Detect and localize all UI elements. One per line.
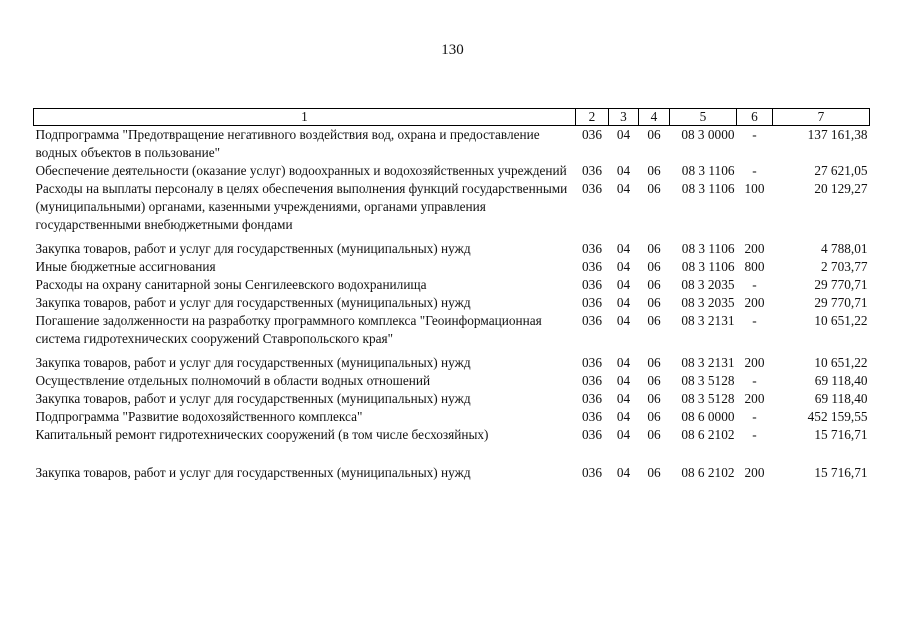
expense-type-code: 200 [744, 295, 765, 310]
table-row [34, 444, 870, 482]
table-row [34, 180, 870, 234]
amount: 15 716,71 [814, 465, 868, 480]
section-code: 04 [616, 355, 631, 370]
table-row [34, 234, 870, 258]
row-name: Капитальный ремонт гидротехнических сооружений (в том числе бесхозяйных) [35, 427, 489, 442]
row-name: Подпрограмма "Развитие водохозяйственного комплекса" [35, 409, 363, 424]
expense-type-code: 200 [744, 391, 765, 406]
amount: 20 129,27 [814, 181, 868, 196]
expense-type-code: 100 [744, 181, 765, 196]
column-header: 7 [773, 109, 870, 126]
target-article-code: 08 3 2131 [681, 313, 735, 328]
row-name: Подпрограмма "Предотвращение негативного воздействия вод, охрана и предоставление водных объектов в пользование" [35, 127, 540, 160]
expense-type-code: - [752, 163, 757, 178]
column-header: 5 [670, 109, 737, 126]
subsection-code: 06 [647, 181, 661, 196]
target-article-code: 08 3 5128 [681, 391, 735, 406]
target-article-code: 08 3 0000 [681, 127, 735, 142]
column-header: 1 [34, 109, 576, 126]
section-code: 04 [616, 163, 631, 178]
subsection-code: 06 [647, 313, 661, 328]
subsection-code: 06 [647, 163, 661, 178]
amount: 69 118,40 [814, 391, 868, 406]
page-number: 130 [441, 42, 464, 58]
subsection-code: 06 [647, 295, 661, 310]
subsection-code: 06 [647, 465, 661, 480]
amount: 452 159,55 [807, 409, 868, 424]
row-name: Обеспечение деятельности (оказание услуг) водоохранных и водохозяйственных учреждений [35, 163, 567, 178]
target-article-code: 08 3 1106 [681, 163, 735, 178]
table-row [34, 276, 870, 294]
row-name: Закупка товаров, работ и услуг для государственных (муниципальных) нужд [35, 355, 471, 370]
column-header: 3 [609, 109, 639, 126]
section-code: 04 [616, 277, 631, 292]
amount: 10 651,22 [814, 313, 868, 328]
ministry-code: 036 [582, 313, 602, 328]
target-article-code: 08 3 5128 [681, 373, 735, 388]
amount: 27 621,05 [814, 163, 868, 178]
subsection-code: 06 [647, 127, 661, 142]
subsection-code: 06 [647, 409, 661, 424]
ministry-code: 036 [582, 295, 602, 310]
row-name: Расходы на выплаты персоналу в целях обеспечения выполнения функций государственными (муниципальными) органами, казенными учреждениями, органами управления государственными внебюджетными фондами [35, 181, 568, 232]
column-header: 4 [639, 109, 670, 126]
budget-table [33, 108, 870, 482]
expense-type-code: - [752, 373, 757, 388]
expense-type-code: 200 [744, 465, 765, 480]
section-code: 04 [616, 181, 631, 196]
expense-type-code: 200 [744, 241, 765, 256]
subsection-code: 06 [647, 277, 661, 292]
row-name: Расходы на охрану санитарной зоны Сенгилеевского водохранилища [35, 277, 427, 292]
ministry-code: 036 [582, 259, 602, 274]
row-name: Закупка товаров, работ и услуг для государственных (муниципальных) нужд [35, 465, 471, 480]
amount: 137 161,38 [807, 127, 868, 142]
subsection-code: 06 [647, 355, 661, 370]
table-row [34, 390, 870, 408]
expense-type-code: - [752, 313, 757, 328]
amount: 29 770,71 [814, 277, 868, 292]
table-row [34, 312, 870, 348]
row-name: Закупка товаров, работ и услуг для государственных (муниципальных) нужд [35, 391, 471, 406]
target-article-code: 08 3 1106 [681, 241, 735, 256]
section-code: 04 [616, 391, 631, 406]
target-article-code: 08 6 2102 [681, 427, 735, 442]
section-code: 04 [616, 241, 631, 256]
ministry-code: 036 [582, 127, 602, 142]
row-name: Закупка товаров, работ и услуг для государственных (муниципальных) нужд [35, 295, 471, 310]
section-code: 04 [616, 465, 631, 480]
subsection-code: 06 [647, 427, 661, 442]
ministry-code: 036 [582, 427, 602, 442]
ministry-code: 036 [582, 277, 602, 292]
section-code: 04 [616, 295, 631, 310]
section-code: 04 [616, 409, 631, 424]
table-header-row [34, 109, 870, 126]
section-code: 04 [616, 313, 631, 328]
table-row [34, 426, 870, 444]
target-article-code: 08 3 2131 [681, 355, 735, 370]
table-row [34, 126, 870, 163]
ministry-code: 036 [582, 465, 602, 480]
target-article-code: 08 6 2102 [681, 465, 735, 480]
ministry-code: 036 [582, 241, 602, 256]
target-article-code: 08 6 0000 [681, 409, 735, 424]
ministry-code: 036 [582, 391, 602, 406]
section-code: 04 [616, 373, 631, 388]
table-row [34, 258, 870, 276]
target-article-code: 08 3 1106 [681, 181, 735, 196]
table-row [34, 348, 870, 372]
ministry-code: 036 [582, 355, 602, 370]
table-row [34, 372, 870, 390]
amount: 4 788,01 [820, 241, 868, 256]
section-code: 04 [616, 427, 631, 442]
amount: 69 118,40 [814, 373, 868, 388]
amount: 2 703,77 [820, 259, 868, 274]
expense-type-code: - [752, 409, 757, 424]
subsection-code: 06 [647, 373, 661, 388]
section-code: 04 [616, 259, 631, 274]
column-header: 6 [737, 109, 773, 126]
table-row [34, 408, 870, 426]
ministry-code: 036 [582, 373, 602, 388]
ministry-code: 036 [582, 163, 602, 178]
target-article-code: 08 3 2035 [681, 277, 735, 292]
row-name: Иные бюджетные ассигнования [35, 259, 216, 274]
column-header: 2 [576, 109, 609, 126]
subsection-code: 06 [647, 241, 661, 256]
amount: 15 716,71 [814, 427, 868, 442]
target-article-code: 08 3 1106 [681, 259, 735, 274]
expense-type-code: - [752, 127, 757, 142]
table-row [34, 162, 870, 180]
expense-type-code: - [752, 427, 757, 442]
row-name: Погашение задолженности на разработку программного комплекса "Геоинформационная система гидротехнических сооружений Ставропольского края" [35, 313, 542, 346]
expense-type-code: - [752, 277, 757, 292]
expense-type-code: 200 [744, 355, 765, 370]
row-name: Осуществление отдельных полномочий в области водных отношений [35, 373, 431, 388]
row-name: Закупка товаров, работ и услуг для государственных (муниципальных) нужд [35, 241, 471, 256]
subsection-code: 06 [647, 259, 661, 274]
ministry-code: 036 [582, 409, 602, 424]
amount: 29 770,71 [814, 295, 868, 310]
table-row [34, 294, 870, 312]
ministry-code: 036 [582, 181, 602, 196]
target-article-code: 08 3 2035 [681, 295, 735, 310]
amount: 10 651,22 [814, 355, 868, 370]
expense-type-code: 800 [744, 259, 765, 274]
section-code: 04 [616, 127, 631, 142]
subsection-code: 06 [647, 391, 661, 406]
